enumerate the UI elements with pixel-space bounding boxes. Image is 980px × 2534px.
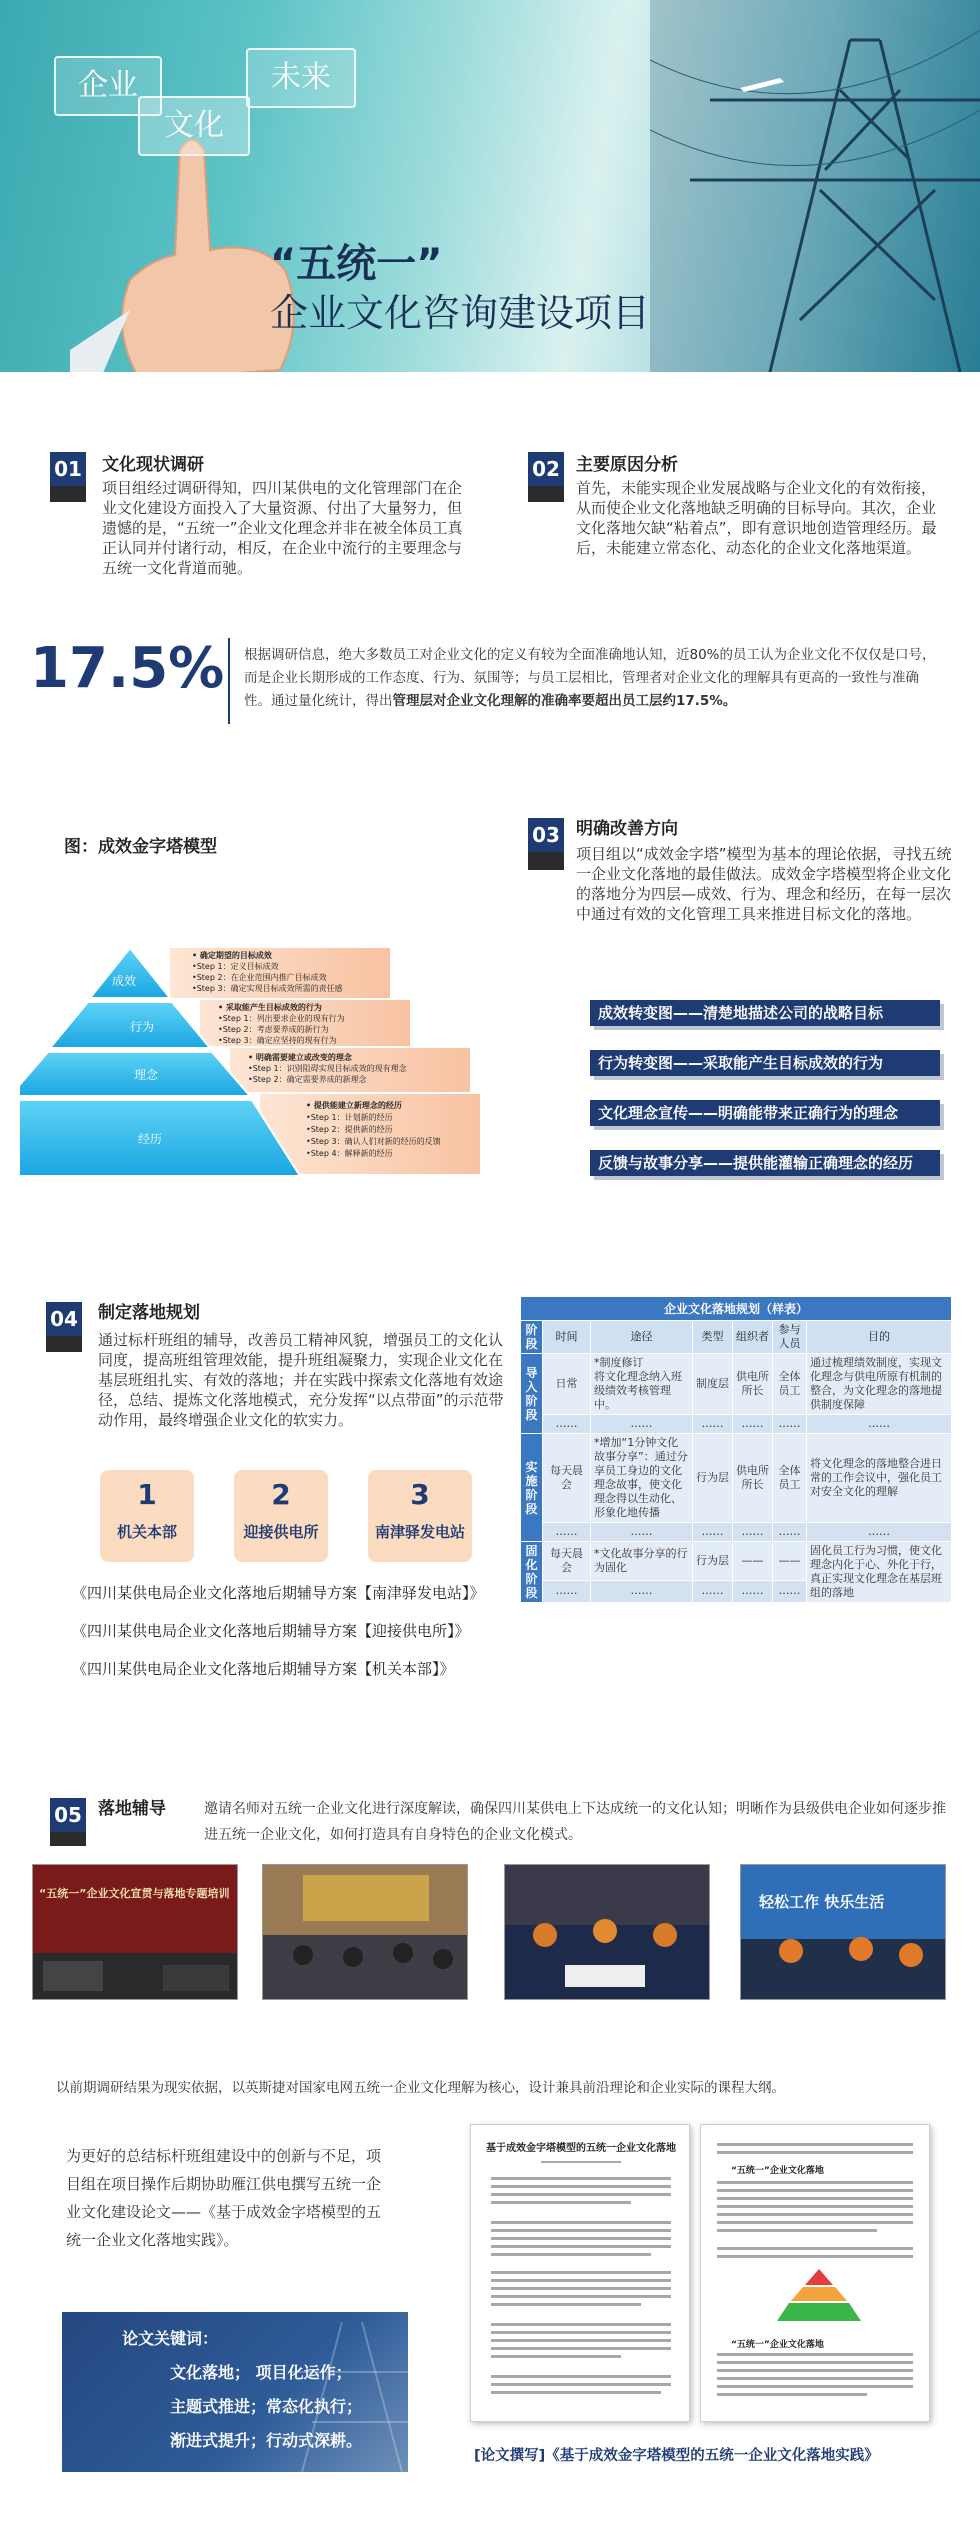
training-photo-3 — [504, 1864, 710, 2000]
table-filler: …… — [807, 1415, 952, 1434]
plan-table-header: 时间 — [543, 1321, 591, 1354]
table-filler: …… — [693, 1580, 733, 1602]
section4-title: 制定落地规划 — [98, 1303, 200, 1323]
section5-title: 落地辅导 — [98, 1799, 166, 1819]
paper-caption: [论文撰写]《基于成效金字塔模型的五统一企业文化落地实践》 — [474, 2448, 879, 2464]
paper-page-2-subtitle-1: “五统一”企业文化落地 — [731, 2166, 824, 2176]
table-cell: 将文化理念的落地整合进日常的工作会议中，强化员工对安全文化的理解 — [807, 1434, 952, 1523]
paper-line — [491, 2279, 671, 2282]
bubble-future: 未来 — [246, 48, 356, 108]
keywords-line3: 渐进式提升；行动式深耕。 — [170, 2431, 363, 2450]
branch-card-2-label: 迎接供电所 — [243, 1523, 319, 1541]
table-cell: 制度层 — [693, 1354, 733, 1415]
branch-card-1-num: 1 — [137, 1478, 157, 1511]
photo-4-banner: 轻松工作 快乐生活 — [759, 1893, 885, 1911]
table-filler: …… — [733, 1523, 773, 1542]
branch-card-2-num: 2 — [271, 1478, 291, 1511]
paper-line — [491, 2375, 671, 2378]
method-2: 行为转变图——采取能产生目标成效的行为 — [590, 1050, 940, 1076]
pyramid-band-3-step: •Step 1：识别阻碍实现目标成效的现有理念 — [248, 1064, 407, 1073]
pyramid-band-1-step: •Step 1：定义目标成效 — [192, 962, 279, 971]
branch-card-1-label: 机关本部 — [116, 1523, 177, 1541]
paper-line — [491, 2271, 671, 2274]
paper-line — [717, 2247, 913, 2250]
section2-number: 02 — [528, 452, 564, 486]
pyramid-band-4 — [306, 1100, 441, 1160]
section5-summary: 以前期调研结果为现实依据，以英斯捷对国家电网五统一企业文化理解为核心，设计兼具前沿理论和企业实际的课程大纲。 — [56, 2080, 785, 2096]
paper-line — [717, 2385, 913, 2388]
paper-line — [491, 2323, 671, 2326]
table-filler: …… — [591, 1415, 693, 1434]
plan-table — [520, 1296, 952, 1603]
plan-table-header: 途径 — [591, 1321, 693, 1354]
pyramid-band-1-step: •Step 3：确定实现目标成效所需的责任感 — [192, 984, 343, 993]
stat-text-main: 根据调研信息，绝大多数员工对企业文化的定义有较为全面准确地认知，近80%的员工认为企业文化不仅仅是口号，而是企业长期形成的工作态度、行为、氛围等；与员工层相比，管理者对企业文化的理解具有更高的一致性与准确性。通过量化统计，得出 — [244, 647, 936, 709]
pyramid-band-2-step: •Step 2：考虑要养成的新行为 — [218, 1025, 329, 1034]
table-filler: …… — [543, 1523, 591, 1542]
section3-title: 明确改善方向 — [576, 819, 678, 839]
table-cell: 全体员工 — [773, 1354, 807, 1415]
table-stage: 实施阶段 — [521, 1434, 543, 1542]
section5-number: 05 — [50, 1798, 86, 1832]
table-stage: 固化阶段 — [521, 1542, 543, 1603]
training-photo-1 — [32, 1864, 238, 2000]
keywords-box — [62, 2312, 408, 2472]
hero-title-line2: 企业文化咨询建设项目 — [270, 291, 651, 335]
paper-page-1 — [470, 2124, 690, 2422]
keywords-line1: 文化落地； 项目化运作； — [170, 2363, 352, 2382]
table-cell: 全体员工 — [773, 1434, 807, 1523]
pyramid-level-4: 经历 — [138, 1132, 163, 1146]
table-cell: 供电所所长 — [733, 1354, 773, 1415]
photo-4-svg — [741, 1865, 946, 2000]
section3-number: 03 — [528, 818, 564, 852]
paper-line — [491, 2295, 671, 2298]
paper-line — [717, 2255, 913, 2258]
plan-table-header: 类型 — [693, 1321, 733, 1354]
section4-body: 通过标杆班组的辅导，改善员工精神风貌，增强员工的文化认同度，提高班组管理效能，提升班组凝聚力，实现企业文化在基层班组扎实、有效的落地；并在实践中探索文化落地有效途径，总结、提炼文化落地模式，充分发挥“以点带面”的示范带动作用，最终增强企业文化的软实力。 — [98, 1331, 504, 1429]
table-cell: 每天晨会 — [543, 1434, 591, 1523]
pyramid-band-1-step: •Step 2：在企业范围内推广目标成效 — [192, 973, 327, 982]
paper-line — [491, 2177, 671, 2180]
pyramid-band-3-head: • 明确需要建立或改变的理念 — [248, 1053, 352, 1062]
branch-card-3-label: 南津驿发电站 — [374, 1523, 465, 1541]
table-filler: …… — [733, 1415, 773, 1434]
pyramid-band-2-head: • 采取能产生目标成效的行为 — [218, 1003, 322, 1012]
paper-line — [491, 2339, 671, 2342]
section1-number: 01 — [50, 452, 86, 486]
paper-line — [491, 2287, 671, 2290]
section5-body: 邀请名师对五统一企业文化进行深度解读，确保四川某供电上下达成统一的文化认知；明晰作为县级供电企业如何逐步推进五统一企业文化，如何打造具有自身特色的企业文化模式。 — [204, 1801, 946, 1843]
paper-line — [717, 2393, 867, 2396]
table-filler: …… — [773, 1523, 807, 1542]
plan-table-header: 阶段 — [521, 1321, 543, 1354]
table-cell: 固化员工行为习惯，使文化理念内化于心、外化于行，真正实现文化理念在基层班组的落地 — [807, 1542, 952, 1603]
paper-line — [717, 2189, 913, 2192]
hero-title-line1: “五统一” — [270, 241, 443, 287]
paper-line — [491, 2193, 671, 2196]
pyramid-label: 图：成效金字塔模型 — [64, 837, 217, 857]
bubble-enterprise: 企业 — [54, 56, 162, 116]
pyramid-level-2: 行为 — [130, 1020, 155, 1034]
branch-card-3-num: 3 — [410, 1478, 430, 1511]
plan-table-caption: 企业文化落地规划（样表） — [521, 1297, 952, 1321]
section2-title: 主要原因分析 — [576, 455, 678, 475]
table-filler: …… — [591, 1580, 693, 1602]
paper-line — [491, 2347, 671, 2350]
table-cell: 日常 — [543, 1354, 591, 1415]
table-cell: —— — [773, 1542, 807, 1581]
plan-doc-2: 《四川某供电局企业文化落地后期辅导方案【迎接供电所】》 — [72, 1622, 470, 1640]
photo-3-svg — [505, 1865, 710, 2000]
paper-page-2 — [700, 2124, 930, 2422]
table-filler: …… — [591, 1523, 693, 1542]
pyramid-band-3 — [248, 1052, 407, 1085]
hero-banner — [0, 0, 980, 372]
pyramid-band-1 — [192, 950, 343, 994]
photo-1-banner: “五统一”企业文化宣贯与落地专题培训 — [39, 1887, 230, 1900]
plan-table-header: 组织者 — [733, 1321, 773, 1354]
paper-line — [717, 2353, 913, 2356]
paper-line — [717, 2369, 913, 2372]
paper-line — [491, 2201, 631, 2204]
table-row — [521, 1542, 952, 1581]
paper-line — [717, 2205, 913, 2208]
paper-line — [491, 2221, 671, 2224]
table-cell: 每天晨会 — [543, 1542, 591, 1581]
pyramid-band-1-head: • 确定期望的目标成效 — [192, 951, 272, 960]
paper-line — [717, 2197, 913, 2200]
pyramid-level-3: 理念 — [134, 1068, 159, 1082]
plan-table-header: 参与人员 — [773, 1321, 807, 1354]
paper-line — [491, 2331, 671, 2334]
training-photo-4 — [740, 1864, 946, 2000]
pyramid-diagram — [20, 944, 480, 1180]
table-filler: …… — [543, 1580, 591, 1602]
pyramid-band-4-step: •Step 4：解释新的经历 — [306, 1149, 393, 1158]
table-cell: —— — [733, 1542, 773, 1581]
paper-line — [491, 2245, 671, 2248]
table-row — [521, 1354, 952, 1415]
table-stage: 导入阶段 — [521, 1354, 543, 1434]
table-filler: …… — [693, 1523, 733, 1542]
pyramid-band-4-step: •Step 1：计划新的经历 — [306, 1113, 393, 1122]
paper-line — [717, 2213, 913, 2216]
section2-body: 首先，未能实现企业发展战略与企业文化的有效衔接，从而使企业文化落地缺乏明确的目标导向。其次，企业文化落地欠缺“粘着点”，即有意识地创造管理经历。最后，未能建立常态化、动态化的企业文化落地渠道。 — [576, 479, 937, 557]
paper-line — [491, 2391, 661, 2394]
pyramid-band-3-step: •Step 2：确定需要养成的新理念 — [248, 1075, 367, 1084]
keywords-line2: 主题式推进；常态化执行； — [170, 2397, 363, 2416]
paper-intro: 为更好的总结标杆班组建设中的创新与不足，项目组在项目操作后期协助雁江供电撰写五统一企业文化建设论文——《基于成效金字塔模型的五统一企业文化落地实践》。 — [66, 2147, 382, 2249]
table-cell: 行为层 — [693, 1542, 733, 1581]
pyramid-band-4-step: •Step 3：确认人们对新的经历的反馈 — [306, 1137, 441, 1146]
photo-2-svg — [263, 1865, 468, 2000]
table-filler: …… — [733, 1580, 773, 1602]
table-cell: *增加“1分钟文化故事分享”：通过分享员工身边的文化理念故事，使文化理念得以生动化、形象化地传播 — [591, 1434, 693, 1523]
keywords-title: 论文关键词： — [122, 2329, 219, 2348]
table-filler: …… — [543, 1415, 591, 1434]
table-cell: 通过梳理绩效制度，实现文化理念与供电所原有机制的整合，为文化理念的落地提供制度保障 — [807, 1354, 952, 1415]
stat-text — [244, 644, 944, 713]
pyramid-level-1: 成效 — [112, 974, 137, 988]
table-cell: 行为层 — [693, 1434, 733, 1523]
table-row — [521, 1523, 952, 1542]
paper-line — [717, 2377, 913, 2380]
paper-line — [491, 2237, 671, 2240]
bubble-culture: 文化 — [138, 96, 250, 156]
paper-line — [717, 2361, 913, 2364]
table-cell: *文化故事分享的行为固化 — [591, 1542, 693, 1581]
table-cell: 供电所所长 — [733, 1434, 773, 1523]
branch-card-1 — [100, 1470, 194, 1562]
stat-divider — [228, 638, 230, 724]
table-row — [521, 1415, 952, 1434]
paper-line — [717, 2181, 913, 2184]
method-4: 反馈与故事分享——提供能灌输正确理念的经历 — [590, 1150, 940, 1176]
plan-doc-3: 《四川某供电局企业文化落地后期辅导方案【机关本部】》 — [72, 1660, 455, 1678]
paper-line — [491, 2185, 671, 2188]
paper-line — [491, 2229, 671, 2232]
table-filler: …… — [773, 1415, 807, 1434]
paper-page-2-subtitle-2: “五统一”企业文化落地 — [731, 2340, 824, 2350]
pyramid-band-2-step: •Step 3：确定应坚持的现有行为 — [218, 1036, 337, 1045]
paper-page-1-title: 基于成效金字塔模型的五统一企业文化落地 — [486, 2143, 676, 2154]
training-photo-2 — [262, 1864, 468, 2000]
pyramid-band-2-step: •Step 1：列出要求企业的现有行为 — [218, 1014, 345, 1023]
section4-number: 04 — [46, 1302, 82, 1336]
power-tower-illustration — [650, 0, 980, 372]
pyramid-band-2 — [218, 1002, 345, 1046]
plan-doc-1: 《四川某供电局企业文化落地后期辅导方案【南津驿发电站】》 — [72, 1584, 485, 1602]
section1-title: 文化现状调研 — [102, 455, 204, 475]
paper-pyramid-figure — [771, 2267, 867, 2323]
method-3: 文化理念宣传——明确能带来正确行为的理念 — [590, 1100, 940, 1126]
paper-line — [717, 2151, 913, 2154]
table-filler: …… — [693, 1415, 733, 1434]
method-1: 成效转变图——清楚地描述公司的战略目标 — [590, 1000, 940, 1026]
plan-table-header: 目的 — [807, 1321, 952, 1354]
table-filler: …… — [773, 1580, 807, 1602]
table-filler: …… — [807, 1523, 952, 1542]
stat-text-bold: 管理层对企业文化理解的准确率要超出员工层约17.5%。 — [392, 693, 737, 709]
section3-body: 项目组以“成效金字塔”模型为基本的理论依据，寻找五统一企业文化落地的最佳做法。成效金字塔模型将企业文化的落地分为四层—成效、行为、理念和经历，在每一层次中通过有效的文化管理工具来推进目标文化的落地。 — [576, 845, 952, 923]
paper-line — [491, 2355, 621, 2358]
stat-value: 17.5% — [30, 636, 225, 701]
branch-card-2 — [234, 1470, 328, 1562]
paper-line — [491, 2253, 651, 2256]
pyramid-band-4-step: •Step 2：提供新的经历 — [306, 1125, 393, 1134]
branch-card-3 — [368, 1470, 472, 1562]
pyramid-band-4-head: • 提供能建立新理念的经历 — [306, 1101, 402, 1110]
table-cell: *制度修订 将文化理念纳入班级绩效考核管理中。 — [591, 1354, 693, 1415]
paper-line — [541, 2161, 621, 2163]
paper-line — [717, 2143, 913, 2146]
section1-body: 项目组经过调研得知，四川某供电的文化管理部门在企业文化建设方面投入了大量资源、付出了大量努力，但遗憾的是，“五统一”企业文化理念并非在被全体员工真正认同并付诸行动，相反，在企业中流行的主要理念与五统一文化背道而驰。 — [102, 479, 463, 577]
table-row — [521, 1434, 952, 1523]
paper-line — [717, 2221, 913, 2224]
paper-line — [491, 2383, 671, 2386]
section3-num-shadow — [528, 850, 564, 870]
paper-line — [491, 2303, 641, 2306]
paper-line — [717, 2229, 877, 2232]
